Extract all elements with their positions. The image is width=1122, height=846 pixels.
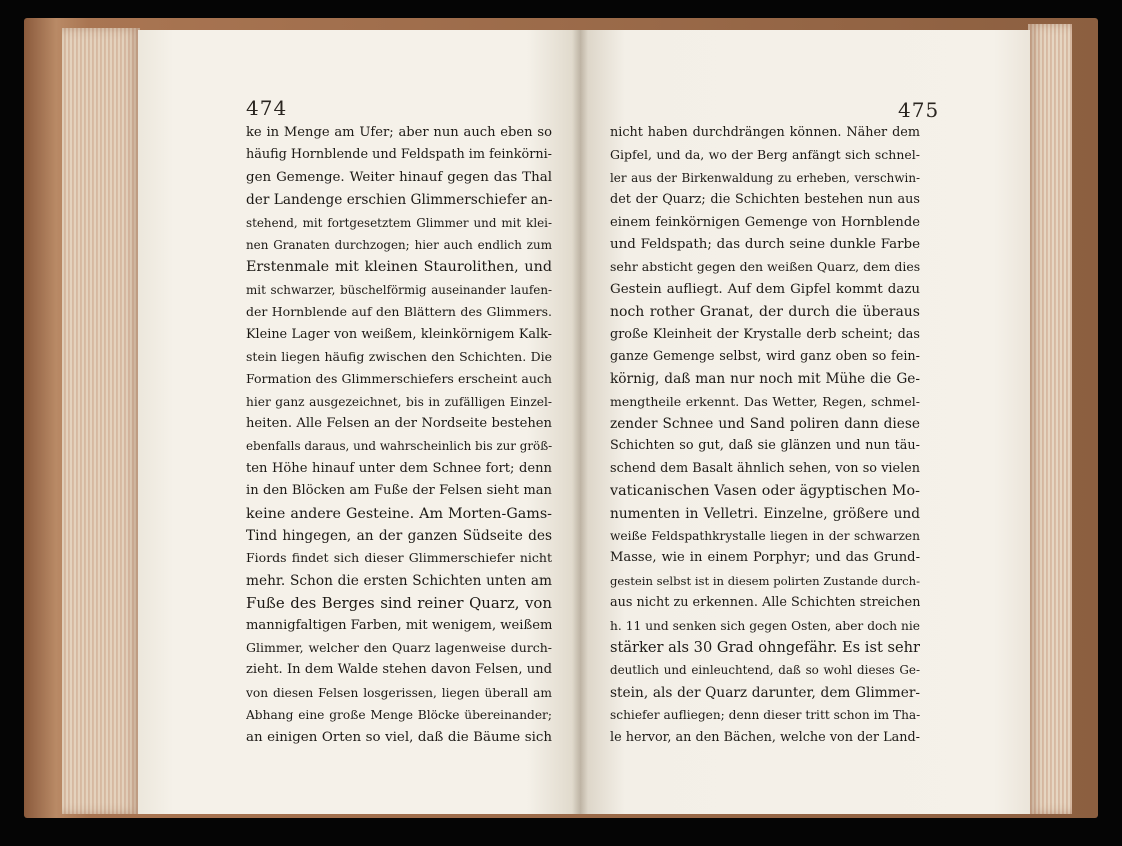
text-line: der Landenge erschien Glimmerschiefer an- [246,192,552,209]
text-line: Fuße des Berges sind reiner Quarz, von [246,594,552,613]
text-line: stein liegen häufig zwischen den Schichten. Die [246,348,552,364]
page-edges-right [1028,24,1072,814]
page-number-left: 474 [246,96,288,120]
text-line: h. 11 und senken sich gegen Osten, aber doch nie [610,618,920,633]
text-line: häufig Hornblende und Feldspath im feinkörni- [246,147,552,163]
text-line: noch rother Granat, der durch die überaus [610,304,920,321]
text-line: zieht. In dem Walde stehen davon Felsen, und [246,662,552,678]
text-line: ler aus der Birkenwaldung zu erheben, verschwin- [610,170,920,185]
text-line: ebenfalls daraus, und wahrscheinlich bis zur größ- [246,439,552,454]
text-line: der Hornblende auf den Blättern des Glimmers. [246,304,552,320]
text-line: mengtheile erkennt. Das Wetter, Regen, schmel- [610,393,920,409]
text-line: ke in Menge am Ufer; aber nun auch eben so [246,125,552,140]
text-line: vaticanischen Vasen oder ägyptischen Mo- [610,483,920,500]
text-line: Kleine Lager von weißem, kleinkörnigem Kalk- [246,326,552,342]
text-line: Tind hingegen, an der ganzen Südseite des [246,528,552,545]
text-line: Abhang eine große Menge Blöcke übereinander; [246,708,552,723]
book-gutter [572,30,588,814]
text-line: schend dem Basalt ähnlich sehen, von so vielen [610,460,920,476]
text-line: keine andere Gesteine. Am Morten-Gams- [246,505,552,522]
text-line: gestein selbst ist in diesem polirten Zustande durch- [610,573,920,588]
text-line: gen Gemenge. Weiter hinauf gegen das Thal [246,169,552,185]
text-line: mit schwarzer, büschelförmig auseinander laufen- [246,282,552,297]
page-number-right: 475 [898,98,940,122]
text-line: ganze Gemenge selbst, wird ganz oben so fein- [610,348,920,364]
text-line: große Kleinheit der Krystalle derb scheint; das [610,326,920,342]
text-line: zender Schnee und Sand poliren dann diese [610,416,920,433]
text-line: le hervor, an den Bächen, welche von der Land- [610,729,920,745]
page-edges-left [62,28,140,814]
text-line: von diesen Felsen losgerissen, liegen überall am [246,685,552,700]
text-line: mannigfaltigen Farben, mit wenigem, weißem [246,617,552,633]
text-line: det der Quarz; die Schichten bestehen nun aus [610,192,920,208]
text-line: in den Blöcken am Fuße der Felsen sieht man [246,483,552,499]
text-line: weiße Feldspathkrystalle liegen in der schwarzen [610,529,920,544]
text-line: sehr absticht gegen den weißen Quarz, dem dies [610,259,920,275]
text-line: Gipfel, und da, wo der Berg anfängt sich schnel- [610,147,920,163]
text-line: Erstenmale mit kleinen Staurolithen, und [246,259,552,276]
text-line: stärker als 30 Grad ohngefähr. Es ist sehr [610,638,920,656]
text-line: Formation des Glimmerschiefers erscheint auch [246,371,552,387]
text-line: hier ganz ausgezeichnet, bis in zufälligen Einzel- [246,394,552,409]
text-line: deutlich und einleuchtend, daß so wohl dieses Ge- [610,663,920,678]
text-line: mehr. Schon die ersten Schichten unten am [246,572,552,589]
text-line: und Feldspath; das durch seine dunkle Farbe [610,236,920,252]
text-line: körnig, daß man nur noch mit Mühe die Ge- [610,371,920,388]
text-line: heiten. Alle Felsen an der Nordseite bestehen [246,416,552,432]
text-line: stein, als der Quarz darunter, dem Glimmer- [610,684,920,701]
text-line: aus nicht zu erkennen. Alle Schichten streichen [610,595,920,611]
text-line: numenten in Velletri. Einzelne, größere und [610,505,920,522]
text-line: ten Höhe hinauf unter dem Schnee fort; denn [246,460,552,476]
text-line: Fiords findet sich dieser Glimmerschiefer nicht [246,550,552,566]
text-line: Schichten so gut, daß sie glänzen und nun täu- [610,438,920,454]
right-page-text [610,122,920,749]
left-page-text [246,122,552,749]
text-line: nen Granaten durchzogen; hier auch endlich zum [246,237,552,252]
text-line: Masse, wie in einem Porphyr; und das Grund- [610,550,920,566]
text-line: schiefer aufliegen; denn dieser tritt schon im Tha- [610,708,920,723]
text-line: Glimmer, welcher den Quarz lagenweise durch- [246,639,552,655]
text-line: nicht haben durchdrängen können. Näher dem [610,125,920,140]
text-line: Gestein aufliegt. Auf dem Gipfel kommt dazu [610,281,920,297]
text-line: einem feinkörnigen Gemenge von Hornblende [610,214,920,230]
text-line: stehend, mit fortgesetztem Glimmer und mit klei- [246,215,552,230]
text-line: an einigen Orten so viel, daß die Bäume sich [246,729,552,745]
